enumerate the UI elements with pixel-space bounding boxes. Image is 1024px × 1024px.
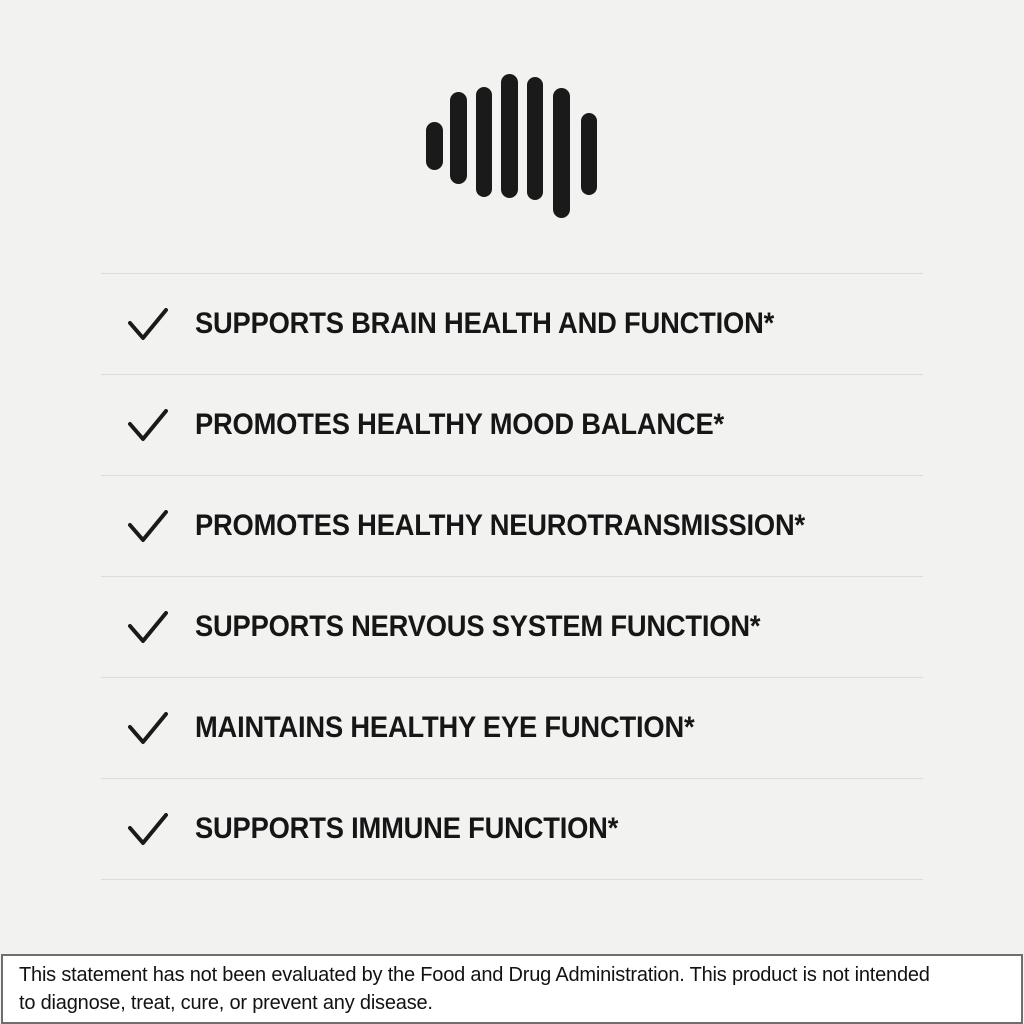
disclaimer-line-2: to diagnose, treat, cure, or prevent any disease. bbox=[19, 992, 433, 1014]
benefit-label: PROMOTES HEALTHY MOOD BALANCE* bbox=[195, 408, 724, 441]
checkmark-icon bbox=[128, 510, 168, 543]
benefit-label: SUPPORTS BRAIN HEALTH AND FUNCTION* bbox=[195, 307, 775, 340]
brain-soundwave-icon-svg bbox=[426, 74, 597, 218]
benefit-row bbox=[101, 375, 923, 476]
checkmark-icon bbox=[128, 409, 168, 442]
benefit-label: PROMOTES HEALTHY NEUROTRANSMISSION* bbox=[195, 509, 805, 542]
benefit-row bbox=[101, 577, 923, 678]
benefits-list bbox=[101, 273, 923, 880]
fda-disclaimer-box bbox=[1, 954, 1023, 1024]
benefit-label: SUPPORTS IMMUNE FUNCTION* bbox=[195, 812, 619, 845]
checkmark-icon bbox=[128, 813, 168, 846]
benefit-label: SUPPORTS NERVOUS SYSTEM FUNCTION* bbox=[195, 610, 761, 643]
brain-soundwave-icon bbox=[426, 74, 597, 218]
checkmark-icon bbox=[128, 308, 168, 341]
benefit-row bbox=[101, 678, 923, 779]
checkmark-icon bbox=[128, 611, 168, 644]
benefit-row bbox=[101, 476, 923, 577]
benefit-row bbox=[101, 779, 923, 880]
checkmark-icon bbox=[128, 712, 168, 745]
benefit-row bbox=[101, 274, 923, 375]
benefit-label: MAINTAINS HEALTHY EYE FUNCTION* bbox=[195, 711, 695, 744]
disclaimer-line-1: This statement has not been evaluated by the Food and Drug Administration. This product is not intended bbox=[19, 964, 930, 986]
